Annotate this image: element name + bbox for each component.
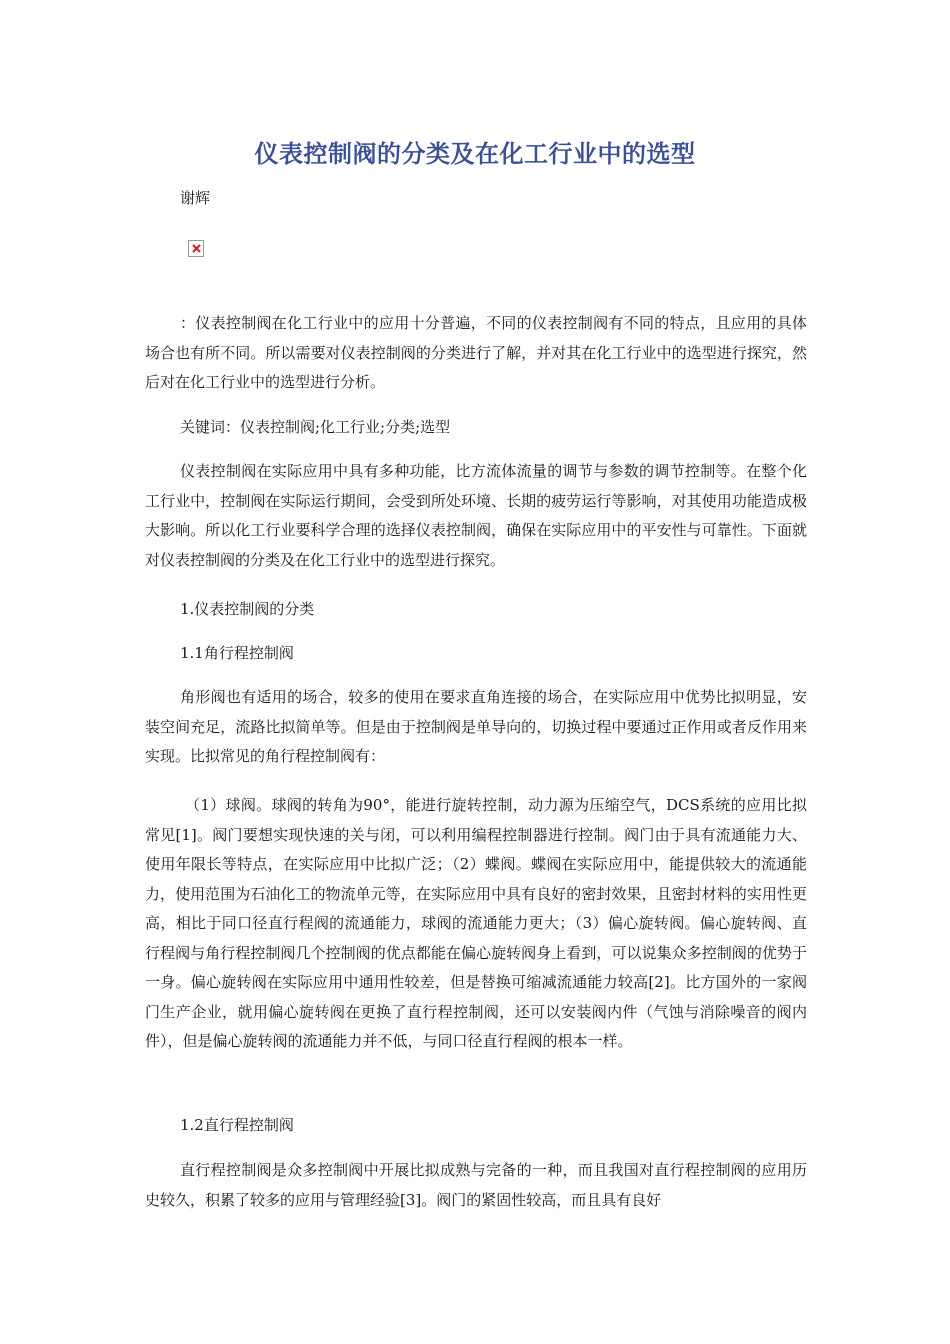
intro-paragraph: 仪表控制阀在实际应用中具有多种功能，比方流体流量的调节与参数的调节控制等。在整个化工行业中，控制阀在实际运行期间，会受到所处环境、长期的疲劳运行等影响，对其使用功能造成极大影响。所以化工行业要科学合理的选择仪表控制阀，确保在实际应用中的平安性与可靠性。下面就对仪表控制阀的分类及在化工行业中的选型进行探究。 — [145, 462, 807, 569]
body-paragraph: 角形阀也有适用的场合，较多的使用在要求直角连接的场合，在实际应用中优势比拟明显，安装空间充足，流路比拟简单等。但是由于控制阀是单导向的，切换过程中要通过正作用或者反作用来实现。比拟常见的角行程控制阀有： — [145, 688, 807, 765]
section-heading: 1.仪表控制阀的分类 — [180, 600, 315, 618]
subsection-heading: 1.2直行程控制阀 — [180, 1116, 294, 1134]
document-title: 仪表控制阀的分类及在化工行业中的选型 — [254, 140, 696, 168]
close-icon — [192, 244, 201, 253]
body-paragraph: （1）球阀。球阀的转角为90°，能进行旋转控制，动力源为压缩空气，DCS系统的应用比拟常见[1]。阀门要想实现快速的关与闭，可以利用编程控制器进行控制。阀门由于具有流通能力大、使用年限长等特点，在实际应用中比拟广泛；（2）蝶阀。蝶阀在实际应用中，能提供较大的流通能力，使用范围为石油化工的物流单元等，在实际应用中具有良好的密封效果，且密封材料的实用性更高，相比于同口径直行程阀的流通能力，球阀的流通能力更大；（3）偏心旋转阀。偏心旋转阀、直行程阀与角行程控制阀几个控制阀的优点都能在偏心旋转阀身上看到，可以说集众多控制阀的优势于一身。偏心旋转阀在实际应用中通用性较差，但是替换可缩减流通能力较高[2]。比方国外的一家阀门生产企业，就用偏心旋转阀在更换了直行程控制阀，还可以安装阀内件（气蚀与消除噪音的阀内件），但是偏心旋转阀的流通能力并不低，与同口径直行程阀的根本一样。 — [145, 796, 807, 1050]
keywords-line: 关键词：仪表控制阀;化工行业;分类;选型 — [180, 418, 451, 436]
subsection-heading: 1.1角行程控制阀 — [180, 644, 294, 662]
author-name: 谢辉 — [180, 189, 211, 207]
body-paragraph: 直行程控制阀是众多控制阀中开展比拟成熟与完备的一种，而且我国对直行程控制阀的应用历史较久，积累了较多的应用与管理经验[3]。阀门的紧固性较高，而且具有良好 — [145, 1161, 807, 1209]
broken-image-icon — [188, 240, 204, 257]
abstract-paragraph: ：仪表控制阀在化工行业中的应用十分普遍，不同的仪表控制阀有不同的特点，且应用的具体场合也有所不同。所以需要对仪表控制阀的分类进行了解，并对其在化工行业中的选型进行探究，然后对在化工行业中的选型进行分析。 — [145, 314, 807, 391]
